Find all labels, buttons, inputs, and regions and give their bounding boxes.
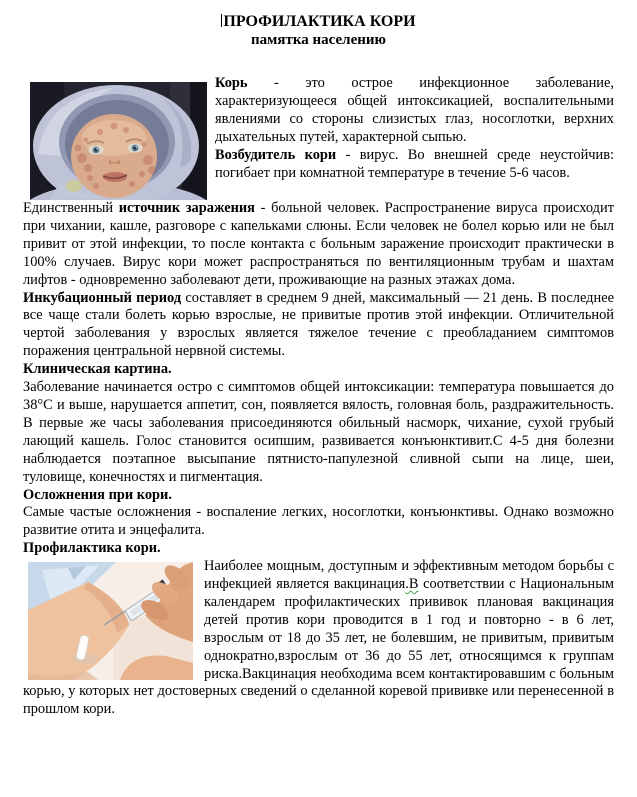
prevention-section: [23, 558, 614, 719]
source-pre-text: Единственный: [23, 200, 119, 216]
measles-definition-text: - это острое инфекционное заболевание, характеризующееся общей интоксикацией, воспалительными явлениями со стороны слизистых глаз, носоглотки, верхних дыхательных путей, характерной сыпью.: [215, 75, 614, 145]
incubation-text: составляет в среднем 9 дней, максимальный — 21 день. В последнее все чаще стали болеть корью взрослые, не привитые против этой инфекции. Отличительной чертой заболевания у взрослых является тяжелое течение с преобладанием симптомов поражения центральной нервной системы.: [23, 289, 614, 360]
title-line-2-text: памятка населению: [251, 32, 386, 48]
heading-complications: Осложнения при кори.: [23, 486, 172, 503]
paragraph-clinical-picture: Заболевание начинается остро с симптомов общей интоксикации: температура повышается до 38°С и выше, нарушается аппетит, сон, появляется вялость, головная боль, раздражительность. В первые же часы заболевания присоединяются обильный насморк, чихание, сухой грубый лающий кашель. Голос становится осипшим, развивается конъюнктивит.С 4-5 дня болезни наблюдается поэтапное высыпание пятнисто-папулезной сливной сыпи на лице, шеи, туловище, конечностях и пигментация.: [23, 379, 614, 485]
heading-prevention: Профилактика кори.: [23, 540, 161, 557]
heading-clinical-picture: Клиническая картина.: [23, 361, 172, 378]
vaccination-photo: [28, 562, 193, 680]
page-title: [23, 13, 614, 49]
paragraph-infection-source: [23, 200, 614, 290]
prevention-text-2: соответствии с Национальным календарем профилактических прививок плановая вакцинация детей против кори проводится в 1 год и повторно - в 6 лет, взрослым от 18 до 35 лет, не болевшим, не привитым, привитым однократно,взрослым от 36 до 55 лет, относящимся к группам риска.Вакцинация необходима всем контактировавшим с больным корью, у которых нет достоверных сведений о сделанной коревой прививке или перенесенной в прошлом кори.: [23, 576, 614, 718]
vaccination-photo-figure: [28, 562, 193, 680]
paragraph-complications: Самые частые осложнения - воспаление легких, носоглотки, конъюнктивы. Однако возможно развитие отита и энцефалита.: [23, 504, 614, 539]
source-term: источник заражения: [118, 200, 255, 216]
intro-paragraph-definition: [215, 75, 614, 147]
pathogen-text: - вирус. Во внешней среде неустойчив: погибает при комнатной температуре в течение 5-6 часов.: [215, 146, 615, 181]
intro-paragraph-pathogen: [215, 147, 614, 183]
baby-photo-figure: [30, 82, 207, 200]
measles-term: Корь: [215, 75, 248, 91]
baby-with-measles-photo: [30, 82, 207, 200]
title-line-1: [23, 13, 614, 31]
intro-section: [23, 75, 614, 200]
incubation-term: Инкубационный период: [23, 289, 182, 306]
pathogen-term: Возбудитель кори: [215, 146, 337, 163]
source-text: - больной человек. Распространение вируса происходит при чихании, кашле, разговоре с капельками слюны. Если человек не болел корью или не был привит от этой инфекции, то после контакта с больным заражение происходит практически в 100% случаев. Вирус кори может распространяться по вентиляционным трубам и шахтам лифтов - одновременно заболевают дети, проживающие на разных этажах дома.: [23, 200, 614, 288]
title-line-1-text: ПРОФИЛАКТИКА КОРИ: [223, 13, 416, 30]
prevention-text-1: Наиболее мощным, доступным и эффективным методом борьбы с инфекцией является вакцинация: [204, 558, 614, 593]
spellcheck-marked-text: .В: [405, 576, 419, 593]
paragraph-incubation: [23, 290, 614, 362]
title-line-2: [23, 31, 614, 49]
intro-text-column: [215, 75, 614, 182]
